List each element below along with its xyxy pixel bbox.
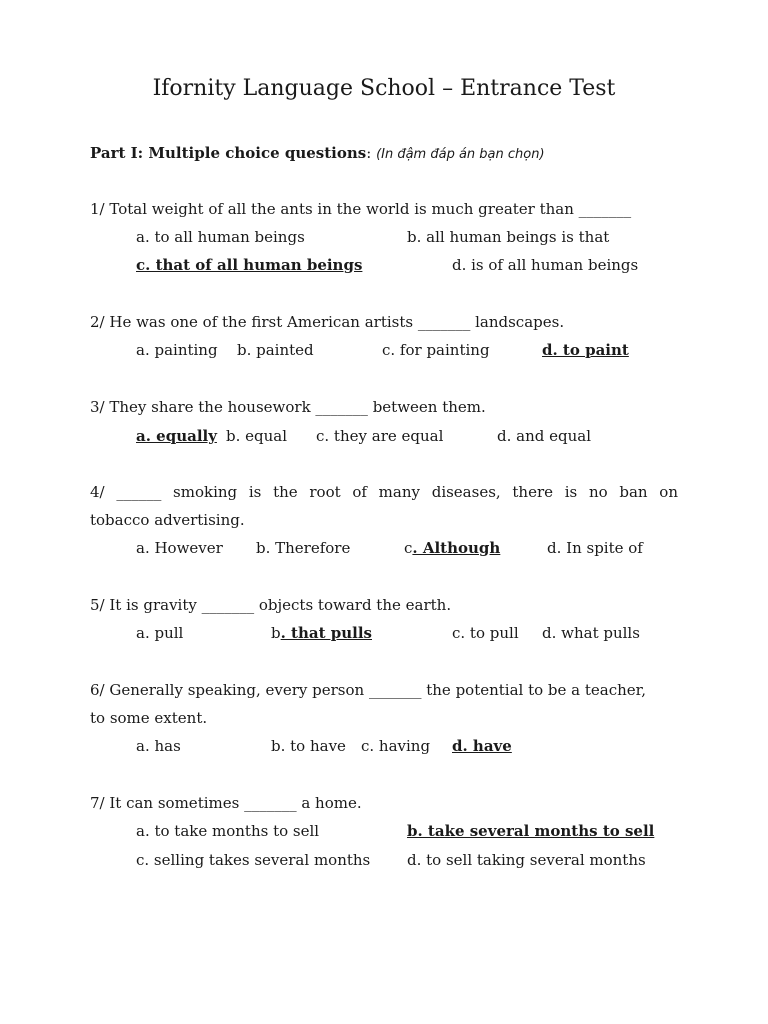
- question-4-stem-line-2: tobacco advertising.: [90, 511, 245, 529]
- question-6-option-a: a. has: [136, 737, 181, 755]
- question-1-option-c-selected: c. that of all human beings: [136, 256, 363, 274]
- question-7-option-b-selected: b. take several months to sell: [407, 822, 655, 840]
- part-colon: :: [366, 144, 372, 162]
- question-2-option-d-selected: d. to paint: [542, 341, 629, 359]
- question-3-option-b: b. equal: [226, 427, 288, 445]
- question-5-option-b-prefix: b: [271, 624, 281, 642]
- page-title: Ifornity Language School – Entrance Test: [152, 76, 616, 101]
- question-5-option-a: a. pull: [136, 624, 184, 642]
- question-2-option-a: a. painting: [136, 341, 218, 359]
- question-5-option-d: d. what pulls: [542, 624, 640, 642]
- question-5-option-c: c. to pull: [452, 624, 519, 642]
- question-7-option-c: c. selling takes several months: [136, 851, 371, 869]
- question-4-option-c-prefix: c: [404, 539, 413, 557]
- question-6-stem-line-1: 6/ Generally speaking, every person _______ the potential to be a teacher,: [90, 681, 646, 699]
- question-7-option-d: d. to sell taking several months: [407, 851, 646, 869]
- question-1-option-d: d. is of all human beings: [452, 256, 639, 274]
- question-6-stem-line-2: to some extent.: [90, 709, 208, 727]
- question-6-option-c: c. having: [361, 737, 431, 755]
- question-2-option-b: b. painted: [237, 341, 314, 359]
- question-3-stem: 3/ They share the housework _______ between them.: [90, 398, 486, 416]
- question-1-stem: 1/ Total weight of all the ants in the world is much greater than _______: [90, 200, 632, 218]
- question-4-option-c-selected: [404, 537, 500, 559]
- question-1-option-b: b. all human beings is that: [407, 228, 610, 246]
- question-3-option-a-selected: a. equally: [136, 427, 217, 445]
- question-3-option-c: c. they are equal: [316, 427, 444, 445]
- question-5-stem: 5/ It is gravity _______ objects toward the earth.: [90, 596, 452, 614]
- question-2-option-c: c. for painting: [382, 341, 490, 359]
- question-6-option-d-selected: d. have: [452, 737, 512, 755]
- question-4-stem-line-1: 4/ ______ smoking is the root of many diseases, there is no ban on: [90, 483, 678, 501]
- question-4-option-d: d. In spite of: [547, 539, 643, 557]
- question-7-stem: 7/ It can sometimes _______ a home.: [90, 794, 362, 812]
- question-2-stem: 2/ He was one of the first American artists _______ landscapes.: [90, 313, 565, 331]
- part-note: (In đậm đáp án bạn chọn): [376, 147, 545, 162]
- part-label: Part I: Multiple choice questions: [90, 144, 367, 162]
- question-4-option-c-answer: . Although: [412, 539, 501, 557]
- question-5-option-b-answer: . that pulls: [280, 624, 372, 642]
- question-6-option-b: b. to have: [271, 737, 346, 755]
- question-4-option-a: a. However: [136, 539, 223, 557]
- question-1-option-a: a. to all human beings: [136, 228, 305, 246]
- part-heading: [90, 142, 545, 166]
- question-4-option-b: b. Therefore: [256, 539, 351, 557]
- question-5-option-b-selected: [271, 622, 372, 644]
- question-3-option-d: d. and equal: [497, 427, 591, 445]
- question-7-option-a: a. to take months to sell: [136, 822, 320, 840]
